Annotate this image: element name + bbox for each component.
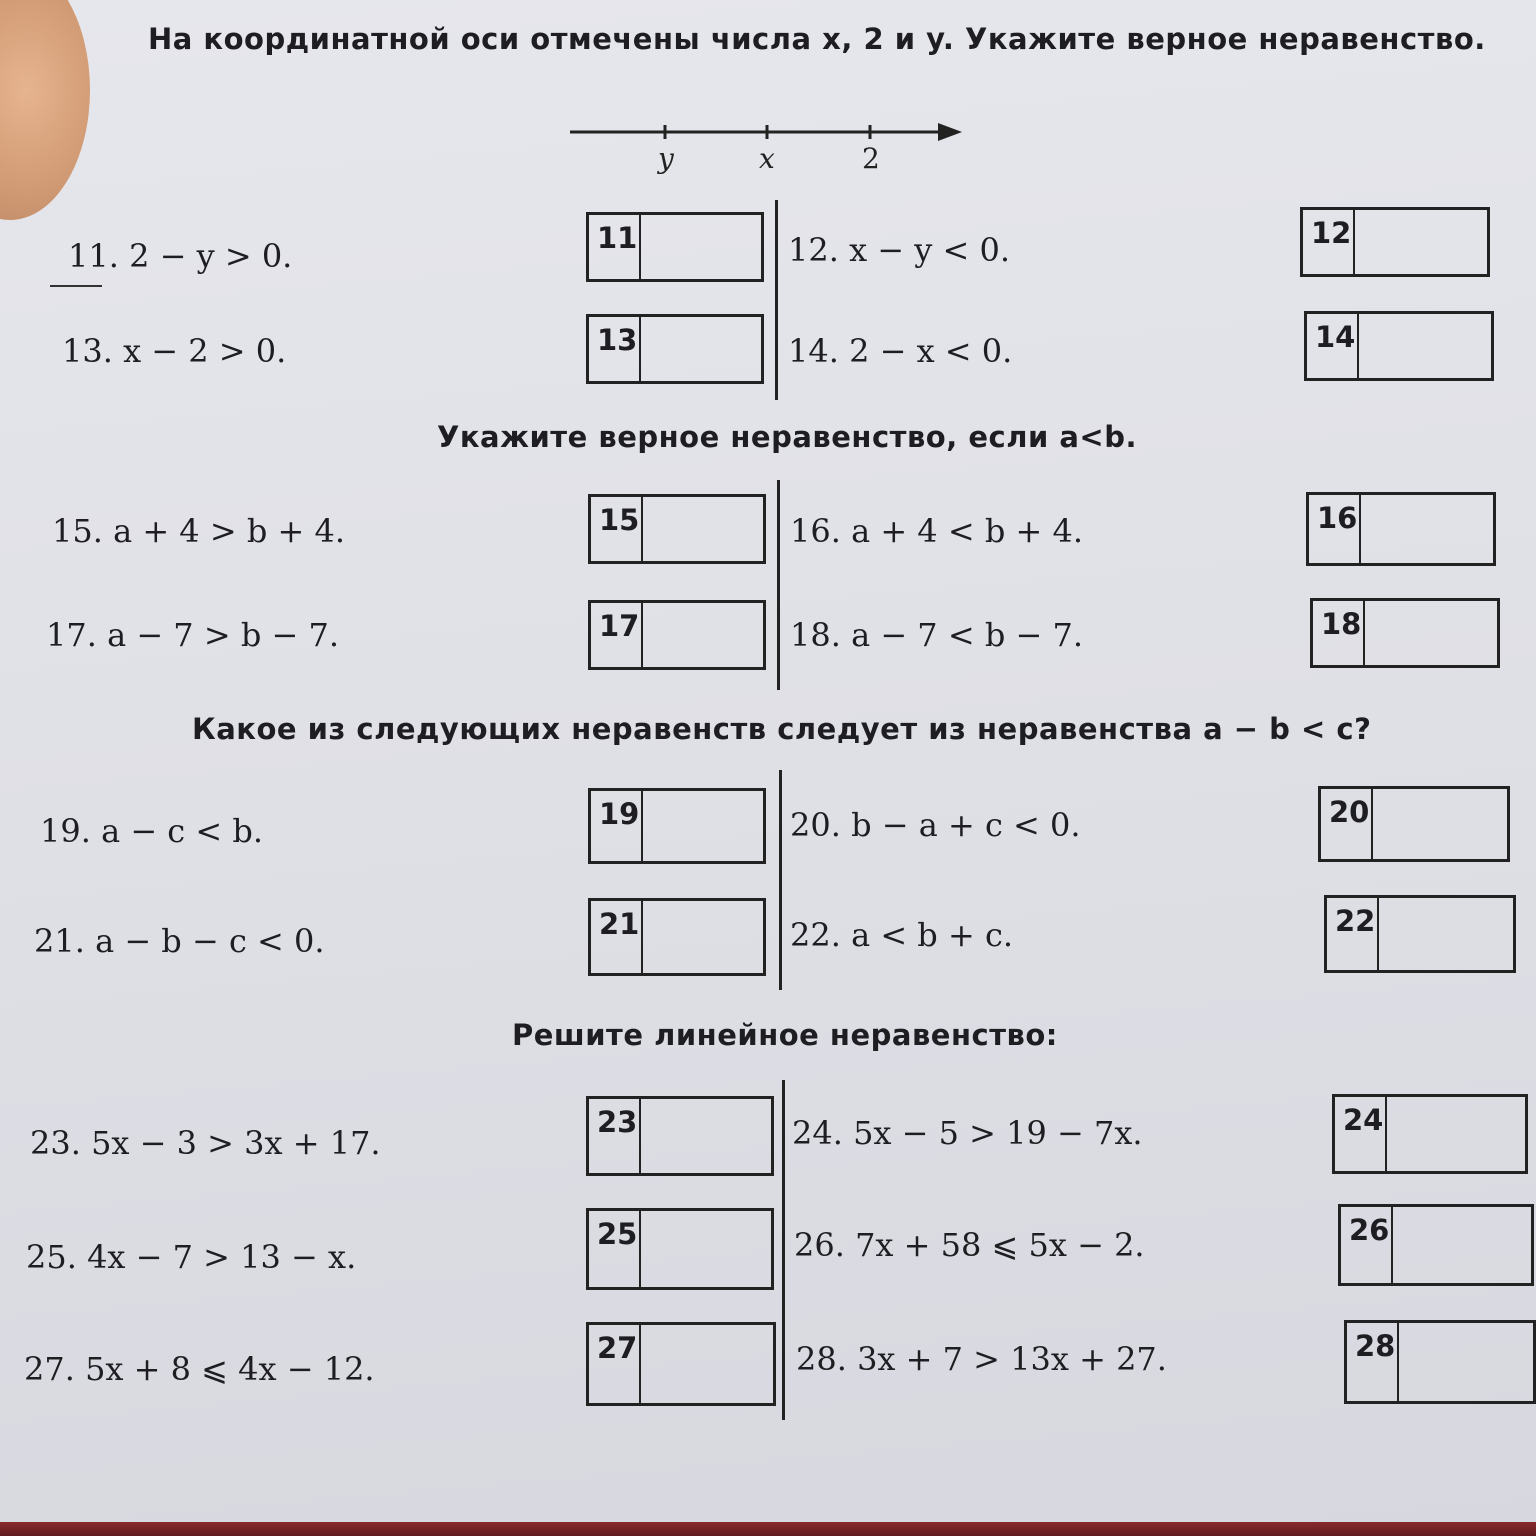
answer-cell[interactable] xyxy=(643,215,761,279)
box-number: 22 xyxy=(1327,898,1379,970)
box-number: 14 xyxy=(1307,314,1359,378)
label-y: y xyxy=(658,142,674,175)
answer-box-27[interactable] xyxy=(586,1322,776,1406)
heading-follows-from: Какое из следующих неравенств следует из неравенства a − b < c? xyxy=(192,712,1372,746)
axis-arrow xyxy=(938,123,962,141)
problem-27: 27. 5x + 8 ⩽ 4x − 12. xyxy=(24,1350,375,1388)
answer-cell[interactable] xyxy=(1375,789,1507,859)
problem-21: 21. a − b − c < 0. xyxy=(34,922,325,960)
answer-cell[interactable] xyxy=(645,901,763,973)
answer-box-23[interactable] xyxy=(586,1096,774,1176)
answer-box-25[interactable] xyxy=(586,1208,774,1290)
column-divider xyxy=(775,200,778,400)
problem-25: 25. 4x − 7 > 13 − x. xyxy=(26,1238,357,1276)
box-number: 13 xyxy=(589,317,641,381)
problem-18: 18. a − 7 < b − 7. xyxy=(790,616,1083,654)
problem-23: 23. 5x − 3 > 3x + 17. xyxy=(30,1124,381,1162)
answer-box-11[interactable] xyxy=(586,212,764,282)
problem-26: 26. 7x + 58 ⩽ 5x − 2. xyxy=(794,1226,1145,1264)
answer-box-13[interactable] xyxy=(586,314,764,384)
answer-box-20[interactable] xyxy=(1318,786,1510,862)
box-number: 27 xyxy=(589,1325,641,1403)
answer-cell[interactable] xyxy=(1381,898,1513,970)
problem-24: 24. 5x − 5 > 19 − 7x. xyxy=(792,1114,1143,1152)
answer-box-12[interactable] xyxy=(1300,207,1490,277)
problem-22: 22. a < b + c. xyxy=(790,916,1014,954)
answer-cell[interactable] xyxy=(1363,495,1493,563)
answer-cell[interactable] xyxy=(645,497,763,561)
table-edge xyxy=(0,1522,1536,1536)
answer-cell[interactable] xyxy=(645,791,763,861)
box-number: 17 xyxy=(591,603,643,667)
box-number: 23 xyxy=(589,1099,641,1173)
answer-cell[interactable] xyxy=(643,1325,773,1403)
box-number: 21 xyxy=(591,901,643,973)
answer-box-26[interactable] xyxy=(1338,1204,1534,1286)
label-2: 2 xyxy=(862,142,880,175)
answer-cell[interactable] xyxy=(1357,210,1487,274)
box-number: 12 xyxy=(1303,210,1355,274)
problem-19: 19. a − c < b. xyxy=(40,812,264,850)
answer-cell[interactable] xyxy=(1389,1097,1525,1171)
problem-15: 15. a + 4 > b + 4. xyxy=(52,512,345,550)
answer-box-15[interactable] xyxy=(588,494,766,564)
box-number: 16 xyxy=(1309,495,1361,563)
box-number: 26 xyxy=(1341,1207,1393,1283)
answer-box-18[interactable] xyxy=(1310,598,1500,668)
answer-cell[interactable] xyxy=(1395,1207,1531,1283)
problem-12: 12. x − y < 0. xyxy=(788,231,1011,269)
answer-cell[interactable] xyxy=(1361,314,1491,378)
answer-cell[interactable] xyxy=(643,317,761,381)
problem-20: 20. b − a + c < 0. xyxy=(790,806,1081,844)
answer-cell[interactable] xyxy=(643,1211,771,1287)
box-number: 15 xyxy=(591,497,643,561)
problem-17: 17. a − 7 > b − 7. xyxy=(46,616,339,654)
number-line xyxy=(560,112,980,192)
column-divider xyxy=(779,770,782,990)
answer-box-14[interactable] xyxy=(1304,311,1494,381)
answer-box-19[interactable] xyxy=(588,788,766,864)
answer-cell[interactable] xyxy=(1401,1323,1533,1401)
box-number: 25 xyxy=(589,1211,641,1287)
box-number: 19 xyxy=(591,791,643,861)
answer-box-16[interactable] xyxy=(1306,492,1496,566)
answer-box-28[interactable] xyxy=(1344,1320,1536,1404)
answer-box-21[interactable] xyxy=(588,898,766,976)
answer-box-24[interactable] xyxy=(1332,1094,1528,1174)
box-number: 11 xyxy=(589,215,641,279)
column-divider xyxy=(777,480,780,690)
heading-solve-linear: Решите линейное неравенство: xyxy=(512,1018,1058,1052)
heading-a-less-b: Укажите верное неравенство, если a<b. xyxy=(437,420,1137,454)
heading-number-line: На координатной оси отмечены числа x, 2 и y. Укажите верное неравенство. xyxy=(148,22,1486,56)
answer-box-22[interactable] xyxy=(1324,895,1516,973)
problem-14: 14. 2 − x < 0. xyxy=(788,332,1013,370)
problem-28: 28. 3x + 7 > 13x + 27. xyxy=(796,1340,1167,1378)
box-number: 20 xyxy=(1321,789,1373,859)
underline-mark xyxy=(50,285,102,287)
label-x: x xyxy=(759,142,775,175)
problem-11: 11. 2 − y > 0. xyxy=(68,237,293,275)
answer-cell[interactable] xyxy=(643,1099,771,1173)
box-number: 28 xyxy=(1347,1323,1399,1401)
problem-16: 16. a + 4 < b + 4. xyxy=(790,512,1083,550)
box-number: 24 xyxy=(1335,1097,1387,1171)
answer-cell[interactable] xyxy=(1367,601,1497,665)
answer-box-17[interactable] xyxy=(588,600,766,670)
column-divider xyxy=(782,1080,785,1420)
box-number: 18 xyxy=(1313,601,1365,665)
answer-cell[interactable] xyxy=(645,603,763,667)
problem-13: 13. x − 2 > 0. xyxy=(62,332,287,370)
finger-photo-artifact xyxy=(0,0,90,220)
